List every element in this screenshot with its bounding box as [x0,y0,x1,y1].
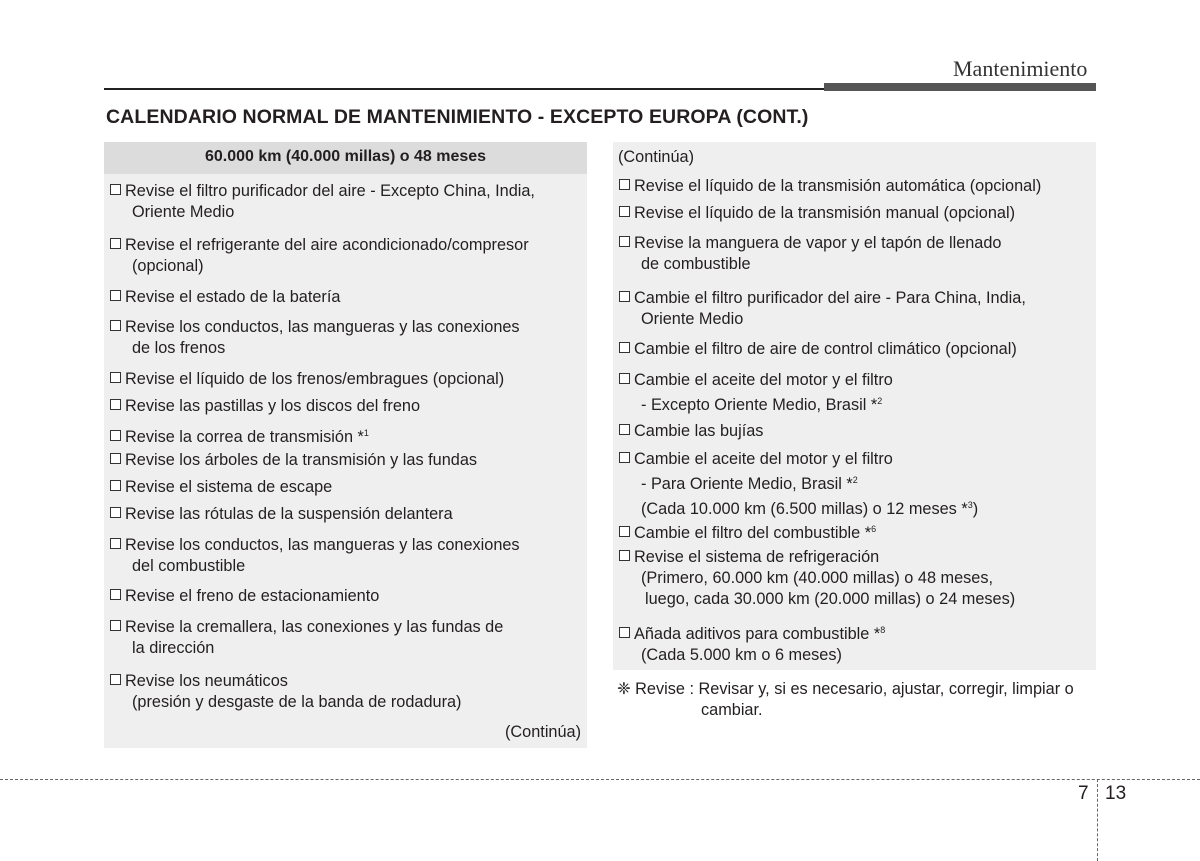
checkbox-icon [619,373,630,384]
list-item: Cambie el filtro de aire de control climático (opcional) [619,339,1017,360]
page-number-divider [1097,779,1098,861]
footer-divider [0,779,1200,780]
checkbox-icon [619,526,630,537]
checkbox-icon [619,291,630,302]
checkbox-icon [110,184,121,195]
list-item: Añada aditivos para combustible *$^8$ (Cada 5.000 km o 6 meses) [619,620,885,666]
list-item: Revise la manguera de vapor y el tapón de llenado de combustible [619,233,1001,275]
continued-label: (Continúa) [618,148,695,166]
list-item: Revise el filtro purificador del aire - Excepto China, India, Oriente Medio [110,181,535,223]
list-item: Revise los árboles de la transmisión y las fundas [110,450,477,471]
checkbox-icon [110,399,121,410]
list-item: Revise el refrigerante del aire acondicionado/compresor (opcional) [110,235,529,277]
checkbox-icon [110,620,121,631]
list-item: Revise el freno de estacionamiento [110,586,379,607]
list-item: Revise los conductos, las mangueras y las conexiones del combustible [110,535,520,577]
list-item: Revise las pastillas y los discos del freno [110,396,420,417]
list-item: Revise las rótulas de la suspensión delantera [110,504,453,525]
list-item: Cambie el filtro del combustible *$^6$ [619,519,876,544]
list-item: Revise el sistema de refrigeración (Primero, 60.000 km (40.000 millas) o 48 meses, luego, cada 30.000 km (20.000 millas) o 24 meses) [619,547,1015,610]
checkbox-icon [110,538,121,549]
list-item: Revise los conductos, las mangueras y las conexiones de los frenos [110,317,520,359]
page-number: 13 [1105,783,1127,804]
checkbox-icon [619,627,630,638]
checkbox-icon [619,452,630,463]
checkbox-icon [110,589,121,600]
checkbox-icon [619,206,630,217]
list-item: Cambie las bujías [619,421,763,442]
header-rule [104,88,824,90]
checkbox-icon [110,290,121,301]
checkbox-icon [619,342,630,353]
period-header: 60.000 km (40.000 millas) o 48 meses [104,142,587,174]
checkbox-icon [619,550,630,561]
checkbox-icon [110,480,121,491]
checkbox-icon [110,507,121,518]
list-item: Cambie el aceite del motor y el filtro - Excepto Oriente Medio, Brasil *$^2$ [619,370,893,416]
checkbox-icon [110,430,121,441]
list-item: Revise el sistema de escape [110,477,332,498]
list-item: Cambie el filtro purificador del aire - Para China, India, Oriente Medio [619,288,1026,330]
checkbox-icon [110,320,121,331]
checkbox-icon [619,179,630,190]
checkbox-icon [619,236,630,247]
list-item: Revise el estado de la batería [110,287,340,308]
checkbox-icon [110,674,121,685]
checkbox-icon [110,453,121,464]
continues-label: (Continúa) [505,723,582,741]
list-item: Revise el líquido de los frenos/embragues (opcional) [110,369,504,390]
list-item: Revise la correa de transmisión *$^1$ [110,423,369,448]
list-item: Revise los neumáticos (presión y desgaste de la banda de rodadura) [110,671,461,713]
checkbox-icon [110,238,121,249]
header-rule-accent [824,83,1096,91]
list-item: Revise el líquido de la transmisión automática (opcional) [619,176,1041,197]
checkbox-icon [110,372,121,383]
list-item: Cambie el aceite del motor y el filtro - Para Oriente Medio, Brasil *$^2$ (Cada 10.000 km (6.500 millas) o 12 meses *$^3$) [619,449,978,520]
footnote: ❈ Revise : Revisar y, si es necesario, ajustar, corregir, limpiar o cambiar. [617,680,1074,719]
section-title: Mantenimiento [953,56,1088,81]
page-heading: CALENDARIO NORMAL DE MANTENIMIENTO - EXCEPTO EUROPA (CONT.) [106,106,809,128]
chapter-number: 7 [1078,783,1089,804]
list-item: Revise la cremallera, las conexiones y las fundas de la dirección [110,617,503,659]
list-item: Revise el líquido de la transmisión manual (opcional) [619,203,1015,224]
checkbox-icon [619,424,630,435]
